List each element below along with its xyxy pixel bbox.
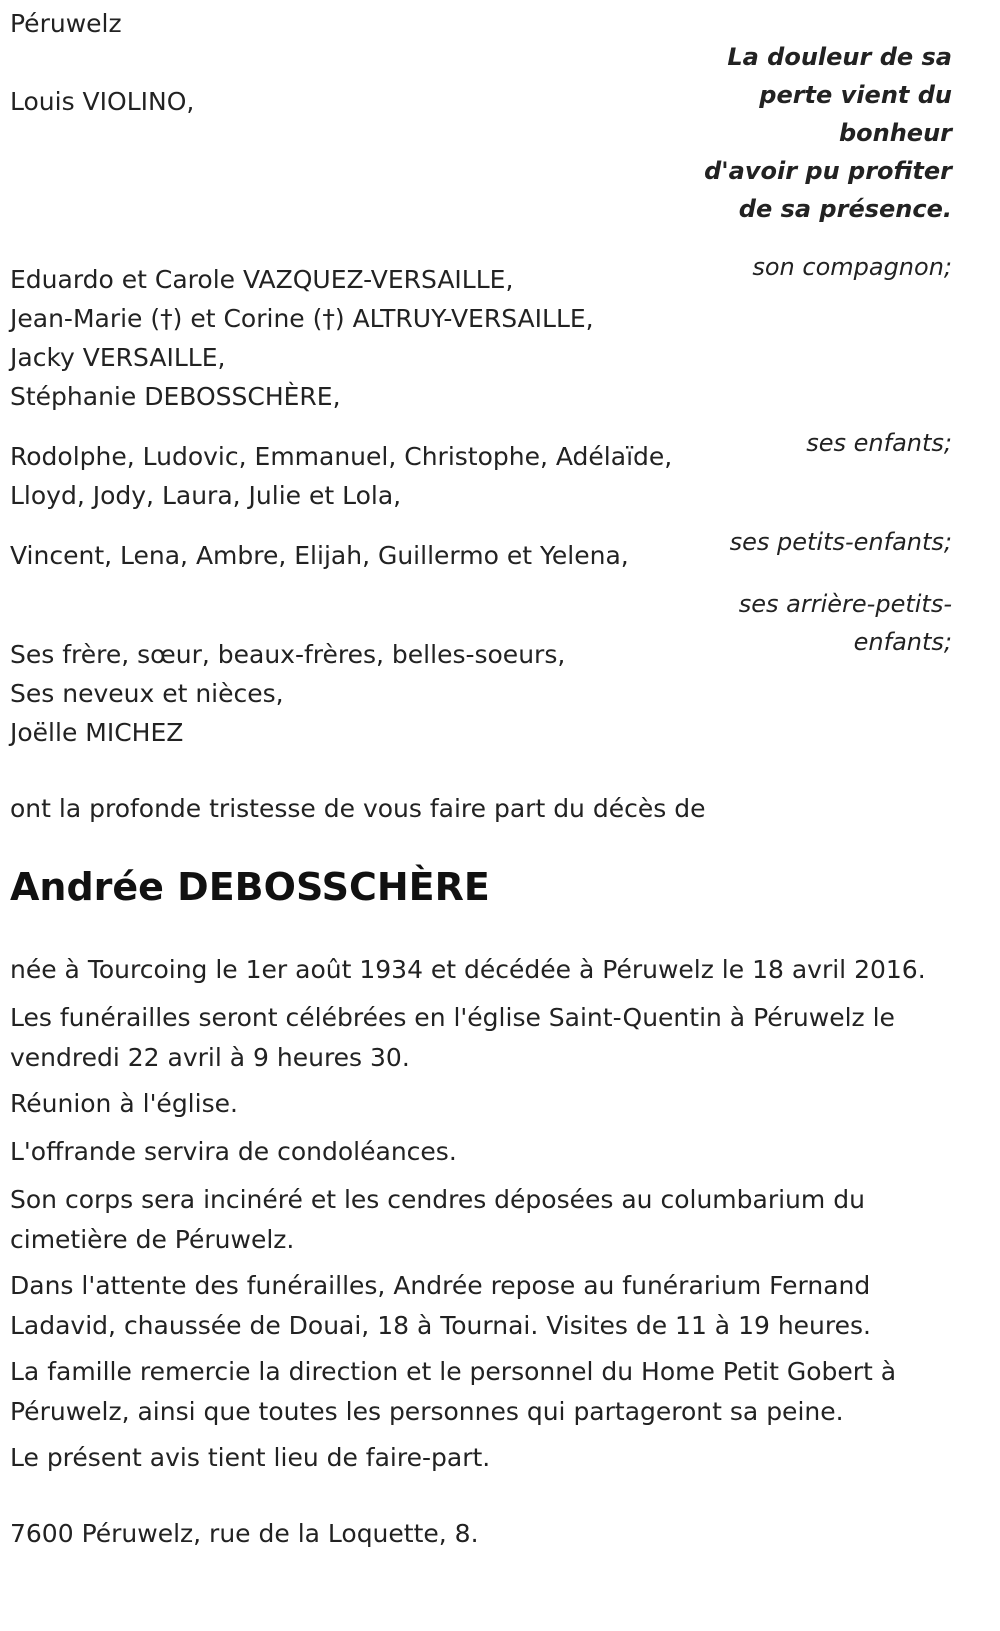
quote-line: de sa présence. xyxy=(738,195,952,223)
funeral-paragraph: Les funérailles seront célébrées en l'église Saint-Quentin à Péruwelz le vendredi 22 avril à 9 heures 30. xyxy=(10,1003,895,1072)
quote-line: La douleur de sa xyxy=(727,43,952,71)
meeting-paragraph: Réunion à l'église. xyxy=(10,1089,238,1118)
relatives-line: Ses neveux et nièces, xyxy=(10,679,284,708)
offering-paragraph: L'offrande servira de condoléances. xyxy=(10,1137,457,1166)
funerarium-paragraph: Dans l'attente des funérailles, Andrée repose au funérarium Fernand Ladavid, chaussée de Douai, 18 à Tournai. Visites de 11 à 19 heures. xyxy=(10,1271,871,1340)
grandchildren-role: ses petits-enfants; xyxy=(729,528,952,556)
notice-paragraph: Le présent avis tient lieu de faire-part. xyxy=(10,1443,491,1472)
address: 7600 Péruwelz, rue de la Loquette, 8. xyxy=(10,1519,479,1548)
grandchild-names: Rodolphe, Ludovic, Emmanuel, Christophe, Adélaïde, xyxy=(10,442,673,471)
relatives-line: Ses frère, sœur, beaux-frères, belles-soeurs, xyxy=(10,640,566,669)
partner-name: Louis VIOLINO, xyxy=(10,87,195,116)
children-role: ses enfants; xyxy=(806,429,952,457)
thanks-paragraph: La famille remercie la direction et le personnel du Home Petit Gobert à Péruwelz, ainsi que toutes les personnes qui partageront sa peine. xyxy=(10,1357,897,1426)
relatives-line: Joëlle MICHEZ xyxy=(10,718,184,747)
quote-line: d'avoir pu profiter xyxy=(704,157,952,185)
city-header: Péruwelz xyxy=(10,9,122,38)
child-name: Eduardo et Carole VAZQUEZ-VERSAILLE, xyxy=(10,265,514,294)
quote-block xyxy=(692,38,952,228)
great-grandchildren-role: ses arrière-petits-enfants; xyxy=(738,590,952,656)
birth-death-paragraph: née à Tourcoing le 1er août 1934 et décédée à Péruwelz le 18 avril 2016. xyxy=(10,955,926,984)
child-name: Jean-Marie (†) et Corine (†) ALTRUY-VERSAILLE, xyxy=(10,304,594,333)
child-name: Stéphanie DEBOSSCHÈRE, xyxy=(10,382,341,411)
grandchild-names: Lloyd, Jody, Laura, Julie et Lola, xyxy=(10,481,402,510)
quote-line: bonheur xyxy=(838,119,952,147)
announcement: ont la profonde tristesse de vous faire part du décès de xyxy=(10,794,706,823)
cremation-paragraph: Son corps sera incinéré et les cendres déposées au columbarium du cimetière de Péruwelz. xyxy=(10,1185,865,1254)
deceased-name: Andrée DEBOSSCHÈRE xyxy=(10,865,490,909)
partner-role: son compagnon; xyxy=(752,253,952,281)
child-name: Jacky VERSAILLE, xyxy=(10,343,226,372)
quote-line: perte vient du xyxy=(759,81,952,109)
great-grandchild-names: Vincent, Lena, Ambre, Elijah, Guillermo et Yelena, xyxy=(10,541,629,570)
